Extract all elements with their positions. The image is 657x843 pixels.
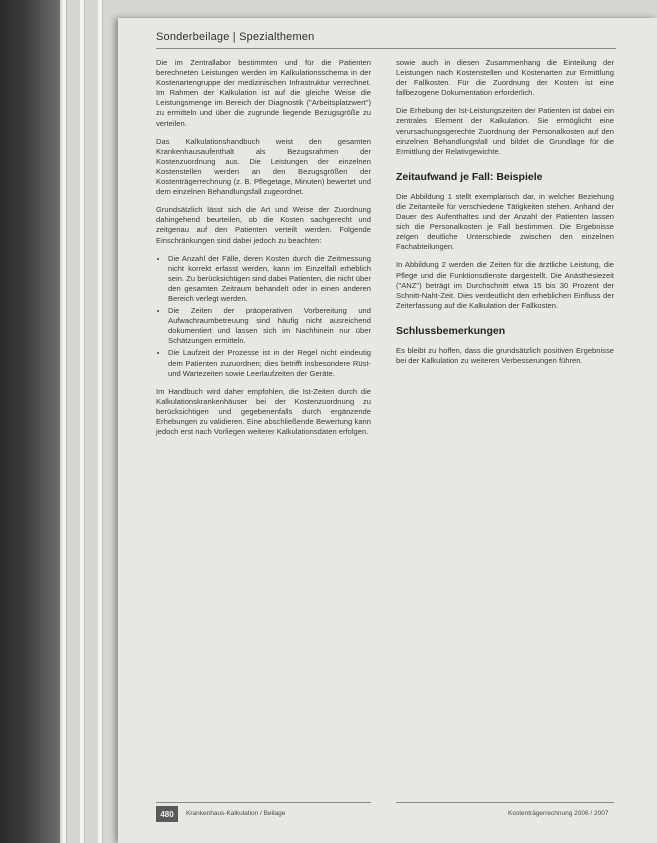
page-edge — [98, 0, 103, 843]
body-paragraph: Es bleibt zu hoffen, dass die grundsätzlich positiven Ergebnisse bei der Kalkulation zu weiteren Verbesserungen führen. — [396, 345, 614, 365]
section-header: Sonderbeilage | Spezialthemen — [156, 31, 315, 43]
footer-publication: Krankenhaus-Kalkulation / Beilage — [186, 810, 286, 817]
list-item: • Die Zeiten der präoperativen Vorbereitung und Aufwachraumbetreuung sind häufig nicht ausreichend dokumentiert und lassen sich im Nachhinein nur über Schätzungen ermitteln. — [168, 306, 371, 346]
footer-issue: Kostenträgerrechnung 2006 / 2007 — [508, 810, 609, 817]
list-item: • Die Laufzeit der Prozesse ist in der Regel nicht eindeutig dem Patienten zuzuordnen; dies betrifft insbesondere Rüst- und Wartezeiten sowie Leerlaufzeiten der Geräte. — [168, 348, 371, 378]
footer-divider — [396, 802, 614, 803]
left-column — [156, 58, 371, 445]
body-paragraph: Die Erhebung der Ist-Leistungszeiten der Patienten ist dabei ein zentrales Element der Kalkulation. Sie ermöglicht eine verursachungsgerechte Zuordnung der Personalkosten auf den einzelnen Behandlungsfall und bildet die Grundlage für die Ermittlung der Relativgewichte. — [396, 106, 614, 156]
page-edge — [80, 0, 85, 843]
header-divider — [156, 48, 616, 49]
book-spine-shadow — [0, 0, 60, 843]
body-paragraph: Im Handbuch wird daher empfohlen, die Ist-Zeiten durch die Kalkulationskrankenhäuser bei der Kostenzuordnung zu berücksichtigen und gegebenenfalls durch ergänzende Erhebungen zu validieren. Eine abschließende Bewertung kann jedoch erst nach Vorliegen weiterer Kalkulationsdaten erfolgen. — [156, 386, 371, 437]
body-paragraph: Das Kalkulationshandbuch weist den gesamten Krankenhausaufenthalt als Bezugsrahmen der Kostenzuordnung aus. Die Leistungen der einzelnen Kostenstellen werden an den Bezugsgrößen der Kostenträgerrechnung (z. B. Pflegetage, Minuten) bewertet und dem einzelnen Behandlungsfall zugeordnet. — [156, 136, 371, 197]
right-column — [396, 58, 614, 374]
bullet-list — [156, 254, 371, 379]
section-heading: Zeitaufwand je Fall: Beispiele — [396, 170, 543, 183]
document-page — [118, 18, 657, 843]
body-paragraph: Die Abbildung 1 stellt exemplarisch dar, in welcher Beziehung die Zeitanteile für verschiedene Tätigkeiten stehen. Anhand der Dauer des Aufenthaltes und der Anzahl der Patienten lassen sich die Personalkosten je Fall bestimmen. Die Ergebnisse zeigen deutliche Unterschiede zwischen den einzelnen Fachabteilungen. — [396, 191, 614, 252]
section-heading: Schlussbemerkungen — [396, 324, 506, 337]
footer-divider — [156, 802, 371, 803]
body-paragraph: Grundsätzlich lässt sich die Art und Weise der Zuordnung dahingehend beurteilen, ob die Kosten sachgerecht und zeitgenau auf den Patienten verteilt werden. Folgende Einschränkungen sind dabei jedoch zu beachten: — [156, 205, 371, 245]
page-number-badge: 480 — [156, 806, 178, 822]
list-item: • Die Anzahl der Fälle, deren Kosten durch die Zeitmessung nicht korrekt erfasst werden, kann im Einzelfall erheblich sein. Zu berücksichtigen sind dabei Patienten, die nicht über den gesamten Zeitraum behandelt oder in einen anderen Bereich verlegt werden. — [168, 254, 371, 304]
body-paragraph: In Abbildung 2 werden die Zeiten für die ärztliche Leistung, die Pflege und die Funktionsdienste dargestellt. Die Anästhesiezeit ("ANZ") beträgt im Durchschnitt etwa 15 bis 30 Prozent der Schnitt-Naht-Zeit. Dies verdeutlicht den erheblichen Einfluss der Zeiterfassung auf die Kalkulation der Fallkosten. — [396, 260, 614, 310]
page-edge — [62, 0, 67, 843]
body-paragraph: sowie auch in diesen Zusammenhang die Einteilung der Leistungen nach Kostenstellen und Kostenarten zur Ermittlung der Fallkosten. Für die Zuordnung der Kosten ist eine fallbezogene Dokumentation erforderlich. — [396, 58, 614, 98]
body-paragraph: Die im Zentrallabor bestimmten und für die Patienten berechneten Leistungen werden im Kalkulationsschema in der Kostenartengruppe der medizinischen Infrastruktur verrechnet. Im Rahmen der Kalkulation ist auf die gleiche Weise die Leistungsmenge im Bereich der Diagnostik ("Arbeitsplatzwert") zu ermitteln und über die zugrunde liegende Bezugsgröße zu verteilen. — [156, 58, 371, 128]
